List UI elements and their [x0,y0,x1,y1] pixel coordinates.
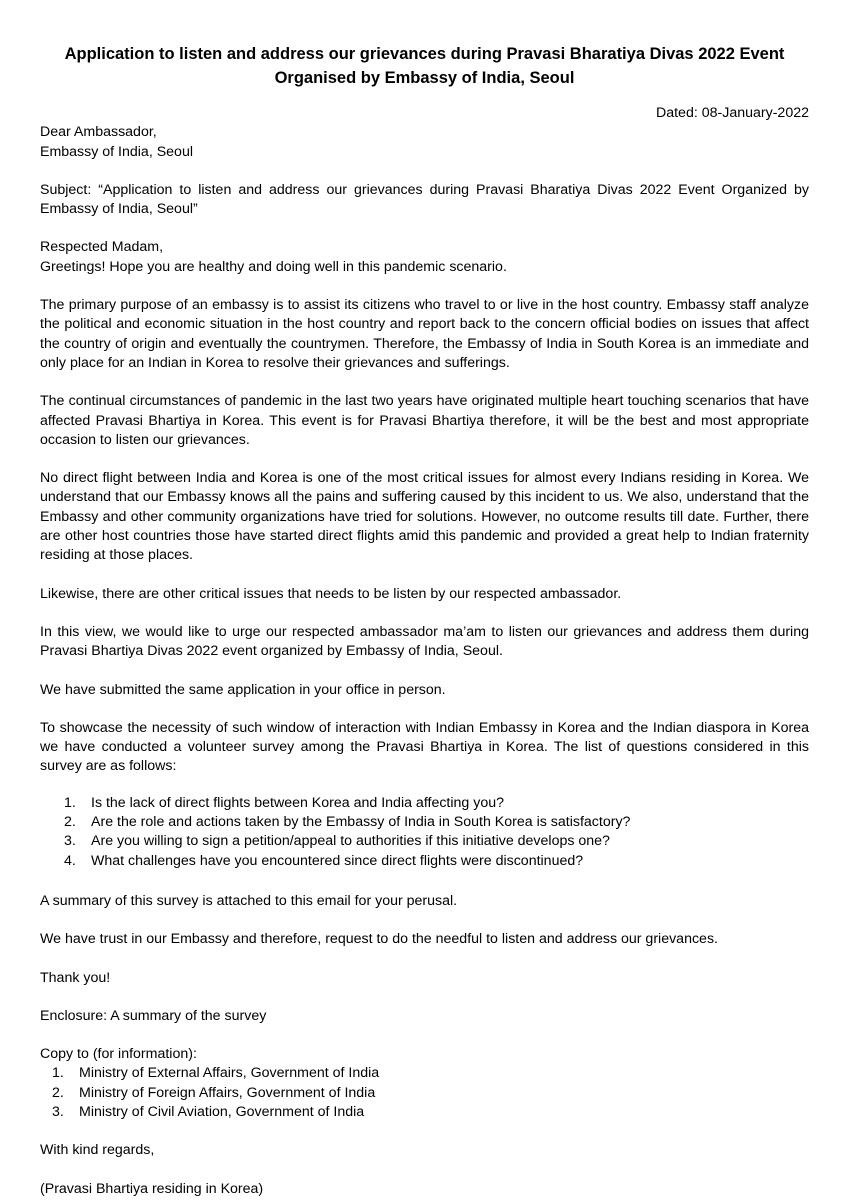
paragraph-direct-flights: No direct flight between India and Korea is one of the most critical issues for almost every Indians residing in Korea. We understand that our Embassy knows all the pains and suffering caused by this incident to us. We also, understand that the Embassy and other community organizations have tried for solutions. However, no outcome results till date. Further, there are other host countries those have started direct flights amid this pandemic and provided a great help to Indian fraternity residing at those places. [40,470,809,564]
list-item [64,813,809,832]
list-item [64,832,809,851]
paragraph-other-issues: Likewise, there are other critical issues that needs to be listen by our respected ambassador. [40,585,622,602]
paragraph-pandemic: The continual circumstances of pandemic in the last two years have originated multiple heart touching scenarios that have affected Pravasi Bhartiya in Korea. This event is for Pravasi Bhartiya therefore, it will be the best and most appropriate occasion to listen our grievances. [40,393,809,448]
salutation: Respected Madam, [40,239,164,256]
list-item-text: Are the role and actions taken by the Embassy of India in South Korea is satisfactory? [91,814,631,831]
list-item-number: 3. [64,833,76,850]
list-item-number: 2. [52,1084,64,1101]
paragraph-survey-intro: To showcase the necessity of such window of interaction with Indian Embassy in Korea and the Indian diaspora in Korea we have conducted a volunteer survey among the Pravasi Bhartiya in Korea. The list of questions considered in this survey are as follows: [40,719,809,775]
closing-line: With kind regards, [40,1142,155,1159]
list-item-text: Are you willing to sign a petition/appeal to authorities if this initiative develops one? [91,833,610,850]
list-item [64,794,809,813]
thank-you-line: Thank you! [40,969,111,986]
copy-to-list [40,1064,809,1122]
signature-line: (Pravasi Bhartiya residing in Korea) [40,1180,264,1197]
document-title: Application to listen and address our grievances during Pravasi Bharatiya Divas 2022 Event Organised by Embassy of India, Seoul [64,45,785,87]
paragraph-embassy-purpose: The primary purpose of an embassy is to assist its citizens who travel to or live in the host country. Embassy staff analyze the political and economic situation in the host country and report back to the concern official bodies on issues that affect the country of origin and eventually the countrymen. Therefore, the Embassy of India in South Korea is an immediate and only place for an Indian in Korea to resolve their grievances and sufferings. [40,297,809,371]
paragraph-urge: In this view, we would like to urge our respected ambassador ma’am to listen our grievances and address them during Pravasi Bhartiya Divas 2022 event organized by Embassy of India, Seoul. [40,623,809,660]
enclosure-line: Enclosure: A summary of the survey [40,1007,267,1024]
list-item-text: Ministry of Foreign Affairs, Government of India [79,1084,376,1101]
copy-to-label: Copy to (for information): [40,1046,197,1063]
list-item-number: 3. [52,1103,64,1120]
list-item-number: 1. [64,794,76,811]
subject-line: Subject: “Application to listen and address our grievances during Pravasi Bharatiya Divas 2022 Event Organized by Embassy of India, Seoul” [40,181,809,218]
list-item [64,852,809,871]
paragraph-submitted: We have submitted the same application in your office in person. [40,681,446,698]
list-item [52,1084,809,1103]
list-item-text: Ministry of Civil Aviation, Government of India [79,1103,365,1120]
letter-date: Dated: 08-January-2022 [655,105,809,121]
recipient-line-2: Embassy of India, Seoul [40,143,193,160]
list-item [52,1103,809,1122]
list-item [52,1064,809,1083]
list-item-number: 4. [64,852,76,869]
trust-note: We have trust in our Embassy and therefore, request to do the needful to listen and address our grievances. [40,931,718,948]
recipient-line-1: Dear Ambassador, [40,124,157,141]
list-item-number: 1. [52,1065,64,1082]
survey-summary-note: A summary of this survey is attached to this email for your perusal. [40,892,458,909]
list-item-text: What challenges have you encountered since direct flights were discontinued? [91,852,584,869]
letter-body [40,104,809,1199]
list-item-text: Ministry of External Affairs, Government of India [79,1065,380,1082]
list-item-number: 2. [64,814,76,831]
greeting: Greetings! Hope you are healthy and doing well in this pandemic scenario. [40,258,507,275]
survey-question-list [40,794,809,871]
list-item-text: Is the lack of direct flights between Korea and India affecting you? [91,794,505,811]
